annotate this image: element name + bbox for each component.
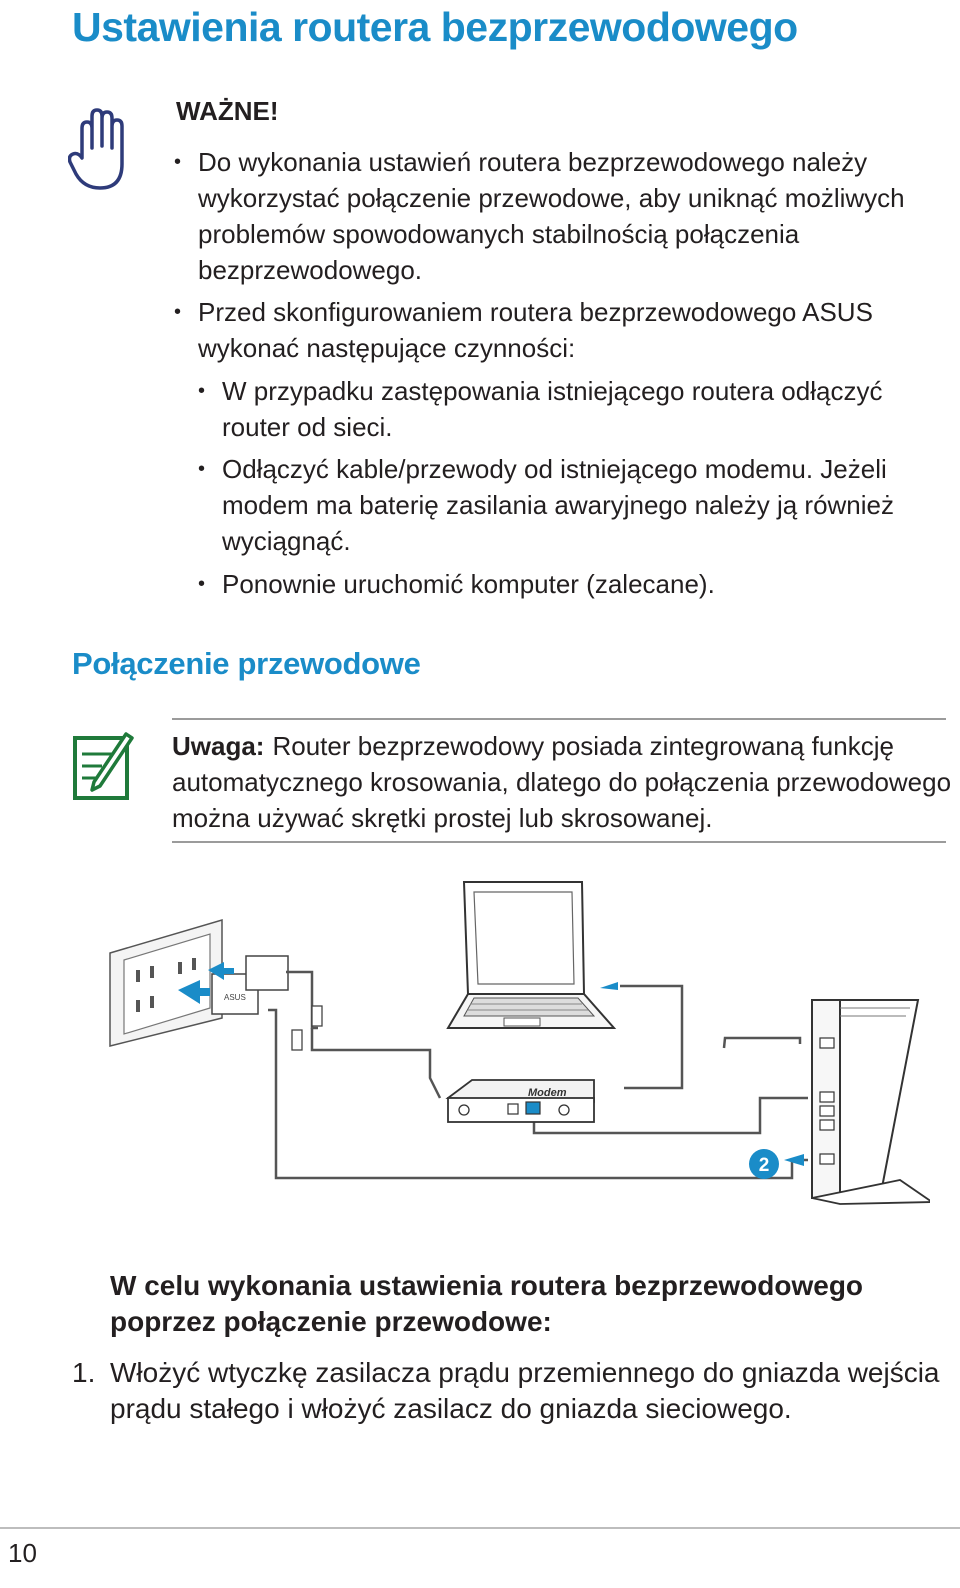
important-sub-bullet: • W przypadku zastępowania istniejącego routera odłączyć router od sieci. bbox=[222, 373, 942, 445]
wireless-router bbox=[812, 1000, 930, 1204]
note-body: Router bezprzewodowy posiada zintegrowaną funkcję automatycznego krosowania, dlatego do połączenia przewodowego można używać skrętki prostej lub skrosowanej. bbox=[172, 731, 952, 833]
instructions-lead: W celu wykonania ustawienia routera bezprzewodowego poprzez połączenie przewodowe: bbox=[110, 1270, 864, 1337]
important-title: WAŻNE! bbox=[176, 96, 279, 126]
step-number: 1. bbox=[72, 1357, 96, 1388]
adapter-brand-text: ASUS bbox=[224, 993, 246, 1002]
wall-outlet bbox=[110, 920, 222, 1046]
step-badge-number: 2 bbox=[758, 1155, 770, 1176]
page-title: Ustawienia routera bezprzewodowego bbox=[72, 4, 798, 50]
step-badge bbox=[749, 1149, 804, 1179]
important-bullet: • Przed skonfigurowaniem routera bezprzewodowego ASUS wykonać następujące czynności: bbox=[198, 294, 948, 366]
note-top-rule bbox=[172, 718, 946, 720]
laptop bbox=[448, 882, 618, 1028]
note-bottom-rule bbox=[172, 841, 946, 843]
important-sub-bullet: • Ponownie uruchomić komputer (zalecane). bbox=[222, 566, 942, 602]
modem-label: Modem bbox=[528, 1087, 567, 1099]
note-pencil-icon bbox=[72, 728, 134, 802]
wired-connection-diagram bbox=[100, 878, 930, 1208]
modem bbox=[448, 1080, 594, 1122]
important-sub-bullet: • Odłączyć kable/przewody od istniejącego modemu. Jeżeli modem ma baterię zasilania awaryjnego należy ją również wyciągnąć. bbox=[222, 451, 942, 559]
note-label: Uwaga: bbox=[172, 731, 265, 761]
page-number: 10 bbox=[8, 1538, 37, 1568]
section-title: Połączenie przewodowe bbox=[72, 646, 421, 681]
step-text: Włożyć wtyczkę zasilacza prądu przemiennego do gniazda wejścia prądu stałego i włożyć zasilacz do gniazda sieciowego. bbox=[110, 1357, 940, 1424]
raised-hand-icon bbox=[68, 108, 130, 192]
important-bullet: • Do wykonania ustawień routera bezprzewodowego należy wykorzystać połączenie przewodowe, aby uniknąć możliwych problemów spowodowanych stabilnością połączenia bezprzewodowego. bbox=[198, 144, 948, 288]
note-text bbox=[172, 728, 952, 836]
footer-rule bbox=[0, 1527, 960, 1529]
